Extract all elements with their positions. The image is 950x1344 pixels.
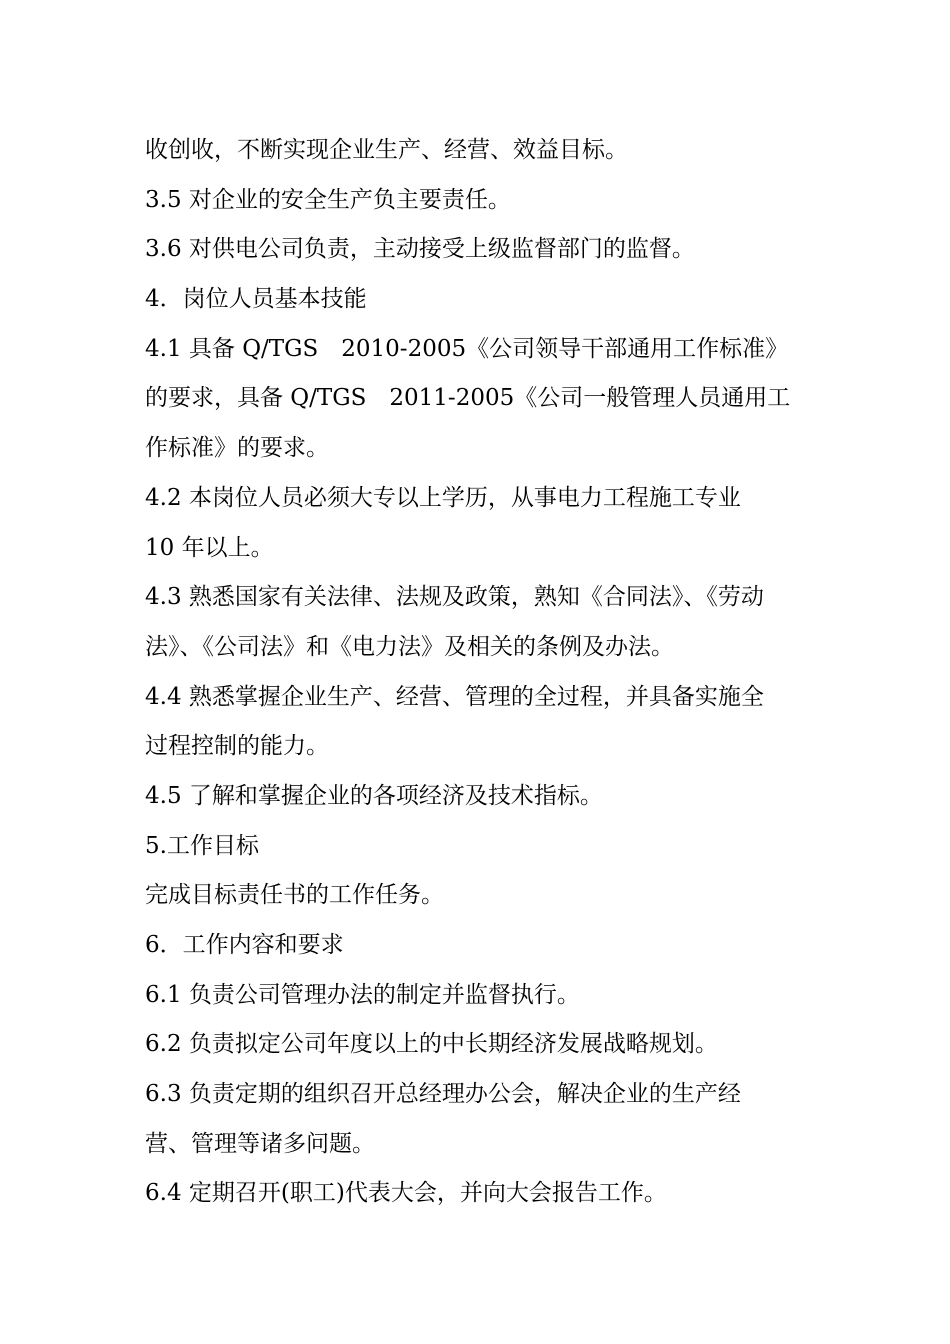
- text-line: 作标准》的要求。: [145, 435, 329, 462]
- text-line: 3.5 对企业的安全生产负主要责任。: [145, 186, 511, 213]
- text-line: 6.4 定期召开(职工)代表大会，并向大会报告工作。: [145, 1180, 667, 1207]
- text-line: 6.3 负责定期的组织召开总经理办公会，解决企业的生产经: [145, 1081, 741, 1108]
- text-line: 6.1 负责公司管理办法的制定并监督执行。: [145, 981, 580, 1008]
- text-line: 营、管理等诸多问题。: [145, 1130, 375, 1157]
- text-line: 10 年以上。: [145, 534, 274, 561]
- text-line: 6.2 负责拟定公司年度以上的中长期经济发展战略规划。: [145, 1031, 718, 1058]
- section-heading: 5.工作目标: [145, 832, 259, 859]
- text-line: 4.5 了解和掌握企业的各项经济及技术指标。: [145, 782, 603, 809]
- document-body: [145, 126, 810, 1219]
- text-line: 4.3 熟悉国家有关法律、法规及政策，熟知《合同法》、《劳动: [145, 584, 764, 611]
- text-line: 4.1 具备 Q/TGS 2010-2005《公司领导干部通用工作标准》: [145, 335, 789, 362]
- text-line: 法》、《公司法》和《电力法》及相关的条例及办法。: [145, 633, 674, 660]
- text-line: 4.4 熟悉掌握企业生产、经营、管理的全过程，并具备实施全: [145, 683, 764, 710]
- text-line: 3.6 对供电公司负责，主动接受上级监督部门的监督。: [145, 236, 695, 263]
- text-line: 4.2 本岗位人员必须大专以上学历，从事电力工程施工专业: [145, 484, 741, 511]
- text-line: 收创收，不断实现企业生产、经营、效益目标。: [145, 137, 628, 163]
- text-line: 过程控制的能力。: [145, 733, 329, 760]
- text-line: 完成目标责任书的工作任务。: [145, 882, 444, 909]
- section-heading: 6．工作内容和要求: [145, 932, 344, 958]
- section-heading: 4．岗位人员基本技能: [145, 286, 367, 313]
- text-line: 的要求，具备 Q/TGS 2011-2005《公司一般管理人员通用工: [145, 385, 791, 412]
